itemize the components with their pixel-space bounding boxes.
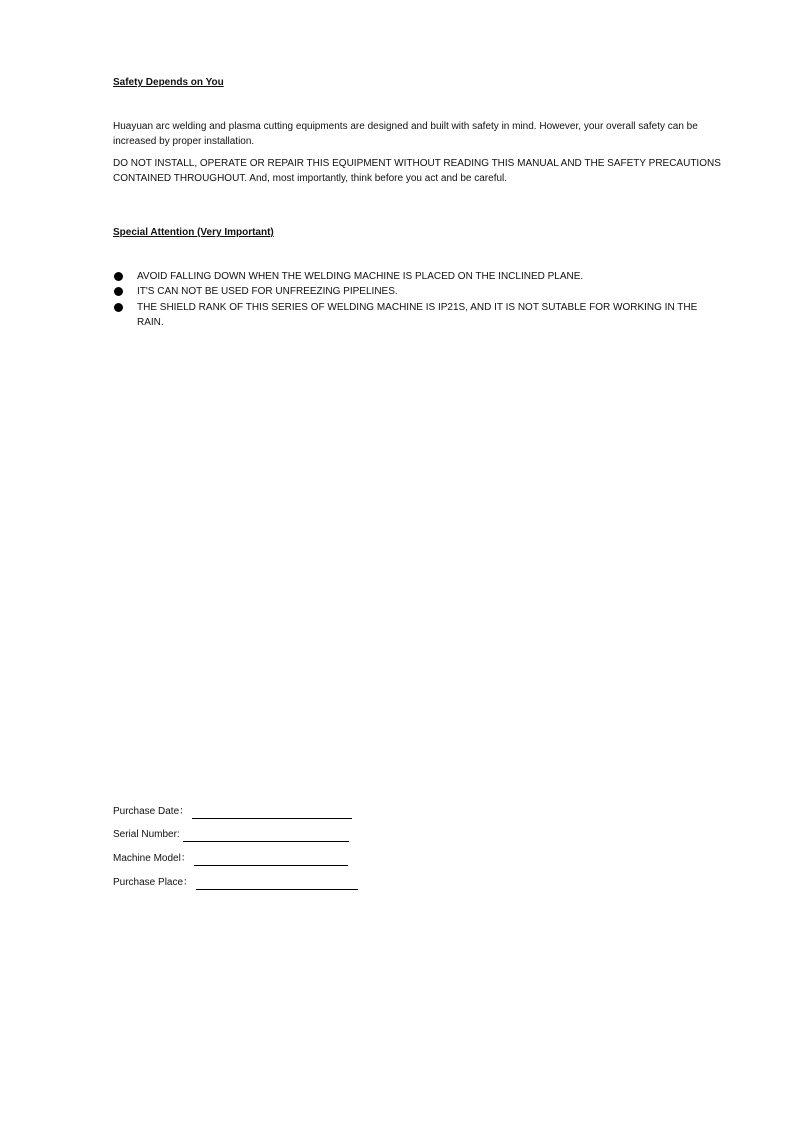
serial-number-row <box>113 828 349 842</box>
machine-model-label: Machine Model： <box>113 853 191 864</box>
purchase-date-row <box>113 805 352 819</box>
bullet-icon <box>114 272 123 281</box>
bullet-icon <box>114 287 123 296</box>
purchase-date-label: Purchase Date： <box>113 806 190 817</box>
attention-heading: Special Attention (Very Important) <box>113 227 274 238</box>
machine-model-field[interactable] <box>194 854 348 866</box>
purchase-place-row <box>113 876 358 890</box>
serial-number-field[interactable] <box>183 830 349 842</box>
safety-paragraph-1: Huayuan arc welding and plasma cutting equipments are designed and built with safety in mind. However, your overall safety can be increased by proper installation. <box>113 121 698 147</box>
purchase-place-field[interactable] <box>196 878 358 890</box>
attention-item-text: THE SHIELD RANK OF THIS SERIES OF WELDING MACHINE IS IP21S, AND IT IS NOT SUTABLE FOR WORKING IN THE RAIN. <box>137 302 698 328</box>
bullet-icon <box>114 303 123 312</box>
safety-heading: Safety Depends on You <box>113 77 224 88</box>
attention-item-text: IT'S CAN NOT BE USED FOR UNFREEZING PIPELINES. <box>137 286 398 297</box>
machine-model-row <box>113 852 348 866</box>
attention-item-text: AVOID FALLING DOWN WHEN THE WELDING MACHINE IS PLACED ON THE INCLINED PLANE. <box>137 271 584 282</box>
purchase-date-field[interactable] <box>192 807 352 819</box>
safety-paragraph-2: DO NOT INSTALL, OPERATE OR REPAIR THIS EQUIPMENT WITHOUT READING THIS MANUAL AND THE SAFETY PRECAUTIONS CONTAINED THROUGHOUT. And, most importantly, think before you act and be careful. <box>113 158 721 184</box>
purchase-place-label: Purchase Place： <box>113 877 194 888</box>
serial-number-label: Serial Number: <box>113 829 180 840</box>
